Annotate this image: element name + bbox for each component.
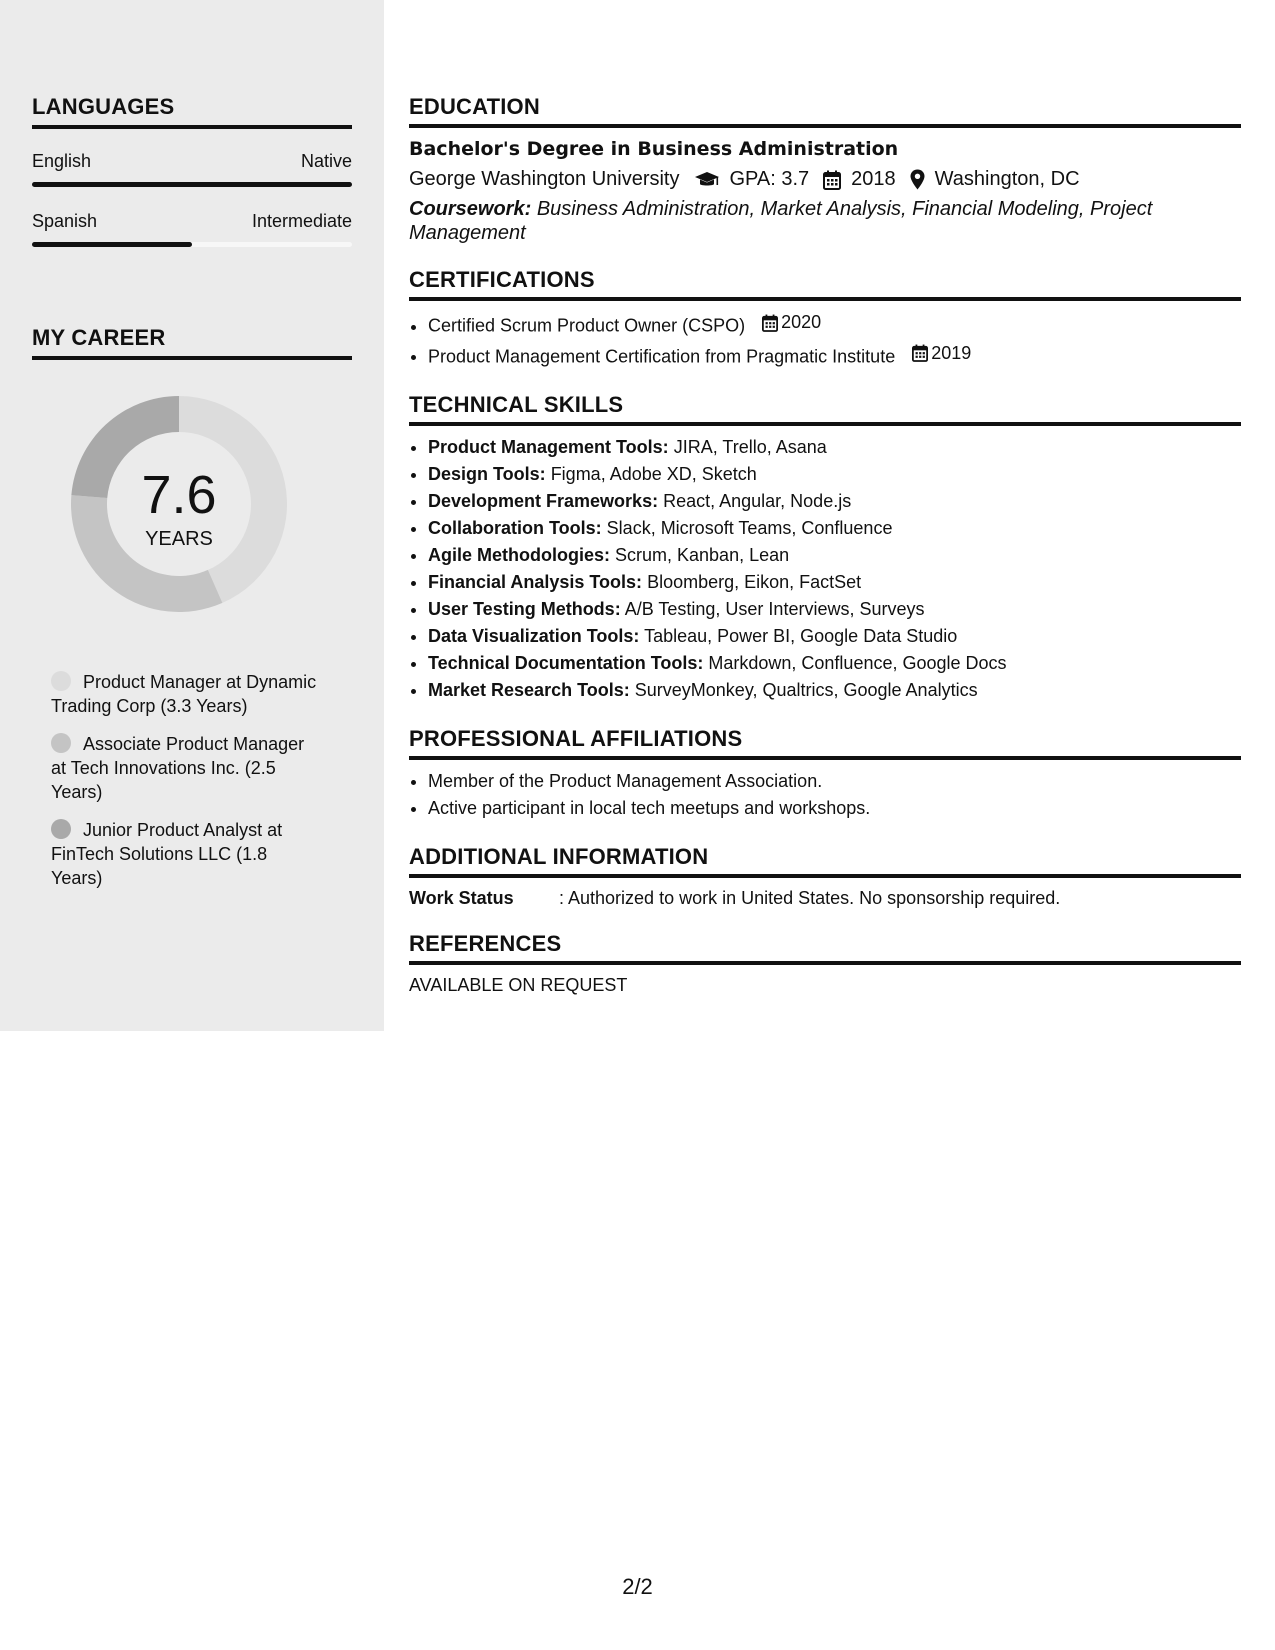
career-donut-chart	[32, 390, 352, 630]
skill-label: Market Research Tools:	[428, 680, 630, 700]
references-text: AVAILABLE ON REQUEST	[409, 975, 628, 995]
career-legend-item	[51, 818, 321, 890]
additional-info-section	[409, 844, 1241, 909]
certification-name: Certified Scrum Product Owner (CSPO)	[428, 315, 746, 336]
skill-label: Data Visualization Tools:	[428, 626, 640, 646]
education-details	[409, 168, 1241, 191]
certification-year: 2020	[781, 312, 822, 332]
affiliation-item: • Member of the Product Management Association.	[428, 768, 1241, 795]
languages-heading: LANGUAGES	[32, 94, 352, 129]
skill-label: Collaboration Tools:	[428, 518, 602, 538]
certifications-heading: CERTIFICATIONS	[409, 267, 1241, 301]
sidebar	[0, 0, 384, 1031]
sidebar-content	[32, 94, 352, 904]
legend-dot	[51, 819, 71, 839]
language-bar-fill	[32, 242, 192, 247]
degree-title: Bachelor's Degree in Business Administration	[409, 138, 899, 160]
legend-dot	[51, 671, 71, 691]
career-heading: MY CAREER	[32, 325, 352, 360]
career-legend	[32, 670, 321, 890]
references-section	[409, 931, 1241, 996]
education-heading: EDUCATION	[409, 94, 1241, 128]
coursework	[409, 197, 1241, 245]
work-status-row	[409, 888, 1241, 909]
skill-item	[428, 677, 1241, 704]
career-total-years: 7.6	[141, 465, 217, 525]
language-name: Spanish	[32, 211, 98, 231]
skill-value: React, Angular, Node.js	[663, 491, 852, 511]
career-role: Junior Product Analyst at FinTech Solutions LLC (1.8 Years)	[51, 820, 283, 888]
affiliations-section	[409, 726, 1241, 822]
skill-item	[428, 461, 1241, 488]
calendar-icon	[823, 170, 841, 190]
language-row-spanish	[32, 211, 352, 232]
school-location: Washington, DC	[934, 168, 1080, 190]
language-name: English	[32, 151, 92, 171]
references-heading: REFERENCES	[409, 931, 1241, 965]
skill-value: SurveyMonkey, Qualtrics, Google Analytics	[634, 680, 978, 700]
skill-item	[428, 542, 1241, 569]
skill-value: JIRA, Trello, Asana	[673, 437, 827, 457]
skill-value: Scrum, Kanban, Lean	[615, 545, 790, 565]
gpa: GPA: 3.7	[729, 168, 810, 190]
skill-item	[428, 488, 1241, 515]
page-number: 2/2	[622, 1574, 653, 1599]
language-bar	[32, 182, 352, 187]
calendar-icon	[762, 314, 778, 332]
coursework-label: Coursework:	[409, 198, 532, 220]
skill-item	[428, 596, 1241, 623]
language-row-english	[32, 151, 352, 172]
main-content	[409, 94, 1241, 1018]
language-bar	[32, 242, 352, 247]
work-status-label: Work Status	[409, 888, 514, 908]
certification-date	[912, 340, 971, 367]
graduation-year: 2018	[851, 168, 896, 190]
skill-item	[428, 650, 1241, 677]
legend-dot	[51, 733, 71, 753]
additional-info-heading: ADDITIONAL INFORMATION	[409, 844, 1241, 878]
certification-item	[428, 340, 1241, 371]
skill-label: Product Management Tools:	[428, 437, 669, 457]
school-name: George Washington University	[409, 168, 680, 190]
skills-section	[409, 392, 1241, 704]
skills-heading: TECHNICAL SKILLS	[409, 392, 1241, 426]
skill-item	[428, 515, 1241, 542]
calendar-icon	[912, 344, 928, 362]
certification-item	[428, 309, 1241, 340]
language-level: Intermediate	[251, 211, 352, 231]
career-role: Product Manager at Dynamic Trading Corp (3.3 Years)	[51, 672, 317, 716]
affiliations-list	[409, 768, 1241, 822]
skill-label: Financial Analysis Tools:	[428, 572, 643, 592]
skill-value: Slack, Microsoft Teams, Confluence	[606, 518, 893, 538]
certification-name: Product Management Certification from Pragmatic Institute	[428, 346, 896, 366]
skill-label: User Testing Methods:	[428, 599, 621, 619]
coursework-list: Business Administration, Market Analysis, Financial Modeling, Project Management	[409, 198, 1153, 244]
skill-value: Figma, Adobe XD, Sketch	[550, 464, 757, 484]
skill-value: A/B Testing, User Interviews, Surveys	[624, 599, 925, 619]
language-bar-fill	[32, 182, 352, 187]
skill-label: Agile Methodologies:	[428, 545, 610, 565]
career-legend-item	[51, 670, 321, 718]
skill-label: Design Tools:	[428, 464, 546, 484]
skill-label: Development Frameworks:	[428, 491, 659, 511]
certification-date	[762, 309, 821, 336]
graduation-cap-icon	[694, 171, 720, 189]
skills-list	[409, 434, 1241, 704]
skill-item	[428, 434, 1241, 461]
certifications-list	[409, 309, 1241, 370]
skill-value: Tableau, Power BI, Google Data Studio	[644, 626, 958, 646]
skill-label: Technical Documentation Tools:	[428, 653, 704, 673]
career-legend-item	[51, 732, 321, 804]
skill-value: Bloomberg, Eikon, FactSet	[647, 572, 862, 592]
skill-value: Markdown, Confluence, Google Docs	[708, 653, 1007, 673]
affiliations-heading: PROFESSIONAL AFFILIATIONS	[409, 726, 1241, 760]
work-status-value: : Authorized to work in United States. No sponsorship required.	[559, 888, 1061, 908]
certifications-section	[409, 267, 1241, 370]
language-level: Native	[300, 151, 352, 171]
skill-item	[428, 569, 1241, 596]
affiliation-item: • Active participant in local tech meetups and workshops.	[428, 795, 1241, 822]
education-section	[409, 94, 1241, 245]
certification-year: 2019	[931, 342, 972, 363]
career-total-unit: YEARS	[145, 528, 213, 550]
career-role: Associate Product Manager at Tech Innovations Inc. (2.5 Years)	[51, 734, 305, 802]
skill-item	[428, 623, 1241, 650]
location-pin-icon	[910, 169, 925, 190]
